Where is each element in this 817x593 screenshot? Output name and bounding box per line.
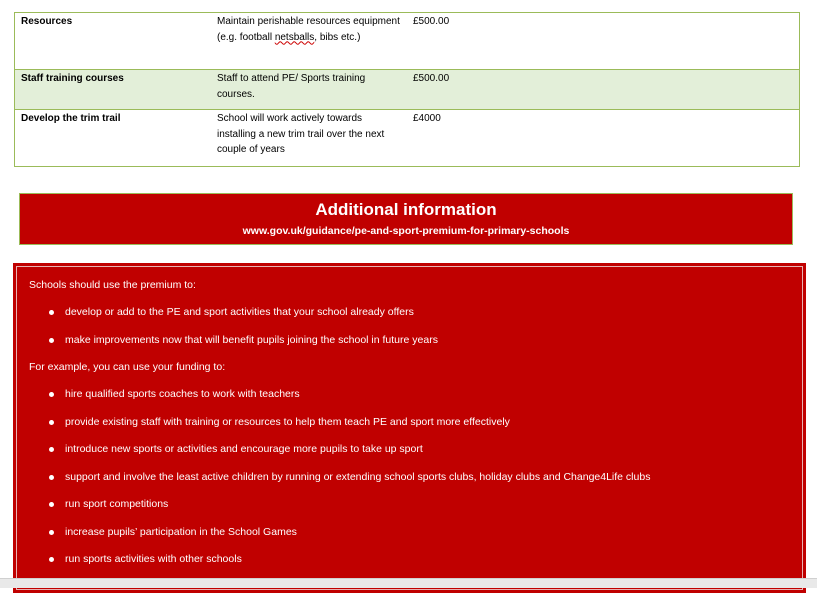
bullet-icon [49,420,54,425]
bullet-icon [49,310,54,315]
misspelled-word: netsballs [274,31,315,43]
horizontal-scrollbar[interactable] [0,578,817,588]
list-item: hire qualified sports coaches to work with teachers [65,388,300,400]
table-row [15,13,799,69]
row-label: Resources [21,16,73,27]
list-item: support and involve the least active children by running or extending school sports clubs, holiday clubs and Change4Life clubs [65,471,650,483]
row-cost: £500.00 [413,73,450,84]
row-cost: £500.00 [413,16,450,27]
list-item: increase pupils’ participation in the School Games [65,526,297,538]
list-item: provide existing staff with training or resources to help them teach PE and sport more effectively [65,416,510,428]
row-description: School will work actively towards installing a new trim trail over the next couple of years [217,113,385,155]
row-label: Staff training courses [21,73,124,84]
list-item: run sport competitions [65,498,168,510]
bullet-icon [49,502,54,507]
table-row [15,69,799,109]
list-item: introduce new sports or activities and encourage more pupils to take up sport [65,443,423,455]
table-row [15,109,799,166]
additional-info-banner [19,193,793,245]
row-cost: £4000 [413,113,441,124]
bullet-icon [49,447,54,452]
bullet-icon [49,530,54,535]
row-label: Develop the trim trail [21,113,121,124]
row-description: Maintain perishable resources equipment (e.g. football netsballs, bibs etc.) [217,16,400,43]
bullet-icon [49,392,54,397]
intro-text: Schools should use the premium to: [29,279,196,291]
funding-table [14,12,800,167]
bullet-icon [49,338,54,343]
guidance-link[interactable]: www.gov.uk/guidance/pe-and-sport-premium-for-primary-schools [242,225,570,237]
bullet-icon [49,475,54,480]
example-text: For example, you can use your funding to: [29,361,226,373]
bullet-icon [49,557,54,562]
list-item: run sports activities with other schools [65,553,242,565]
list-item: make improvements now that will benefit pupils joining the school in future years [65,334,438,346]
info-box [13,263,806,593]
banner-title: Additional information [315,200,497,219]
list-item: develop or add to the PE and sport activities that your school already offers [65,306,414,318]
row-description: Staff to attend PE/ Sports training courses. [217,73,366,100]
